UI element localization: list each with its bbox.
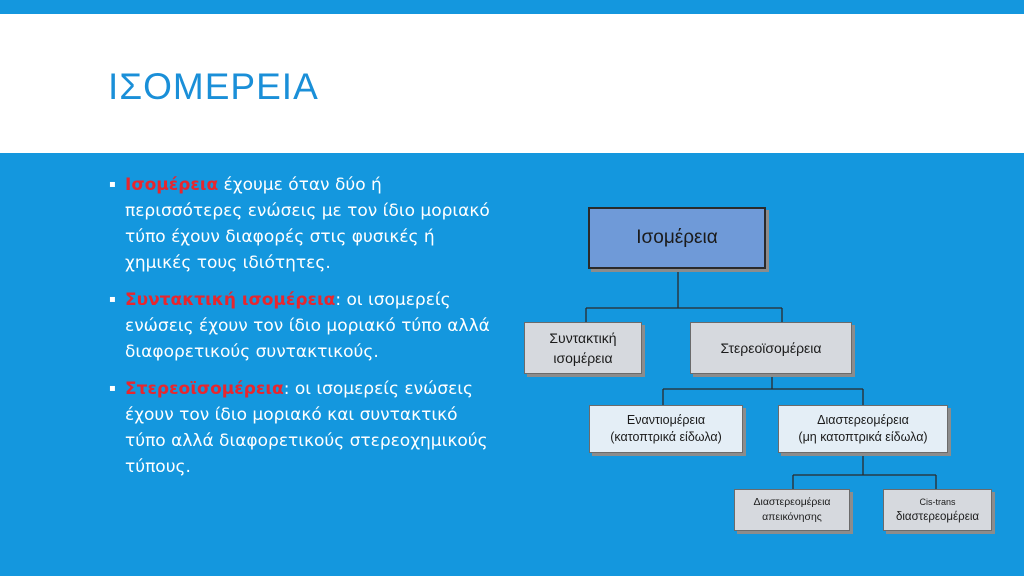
isomerism-tree-diagram <box>518 200 998 540</box>
node-label-line: διαστερεομέρεια <box>895 511 980 523</box>
bullet-term: Ισομέρεια <box>125 175 219 195</box>
node-label-line: Διαστερεομέρεια <box>753 496 831 508</box>
node-label-line: (κατοπτρικά είδωλα) <box>610 430 722 444</box>
node-label-line: απεικόνησης <box>762 511 822 523</box>
bullet-stereo <box>108 376 498 480</box>
bullet-text: : οι ισομερείς ενώσεις έχουν τον ίδιο μοριακό τύπο αλλά διαφορετικούς συντακτικούς. <box>125 290 490 362</box>
bullet-list <box>108 172 498 491</box>
node-label-line: Εναντιομέρεια <box>626 413 706 427</box>
top-accent-band <box>0 0 1024 14</box>
node-label-line: ισομέρεια <box>553 350 613 366</box>
node-stereoisomerism <box>690 322 852 374</box>
bullet-term: Συντακτική ισομέρεια <box>125 290 336 310</box>
node-label-line: Συντακτική <box>549 330 617 346</box>
node-cis-trans-diastereomers <box>883 489 992 531</box>
node-label: Στερεοϊσομέρεια <box>720 340 822 356</box>
node-label-line: Διαστερεομέρεια <box>817 413 909 427</box>
node-label-line: (μη κατοπτρικά είδωλα) <box>798 430 928 444</box>
bullet-text: έχουμε όταν δύο ή περισσότερες ενώσεις με τον ίδιο μοριακό τύπο έχουν διαφορές στις φυσικές ή χημικές τους ιδιότητες. <box>125 175 490 273</box>
node-label: Ισομέρεια <box>636 227 718 248</box>
bullet-structural <box>108 287 498 365</box>
node-enantiomers <box>589 405 743 453</box>
node-structural-isomerism <box>524 322 642 374</box>
node-isomerism <box>588 207 766 269</box>
slide-title: ΙΣΟΜΕΡΕΙΑ <box>108 66 319 107</box>
bullet-isomerism <box>108 172 498 276</box>
node-label-line: Cis-trans <box>919 497 956 507</box>
node-diastereomers <box>778 405 948 453</box>
node-conformational-diastereomers <box>734 489 850 531</box>
bullet-term: Στερεοϊσομέρεια <box>125 379 284 399</box>
bullet-text: : οι ισομερείς ενώσεις έχουν τον ίδιο μοριακό και συντακτικό τύπο αλλά διαφορετικούς στερεοχημικούς τύπους. <box>125 379 488 477</box>
